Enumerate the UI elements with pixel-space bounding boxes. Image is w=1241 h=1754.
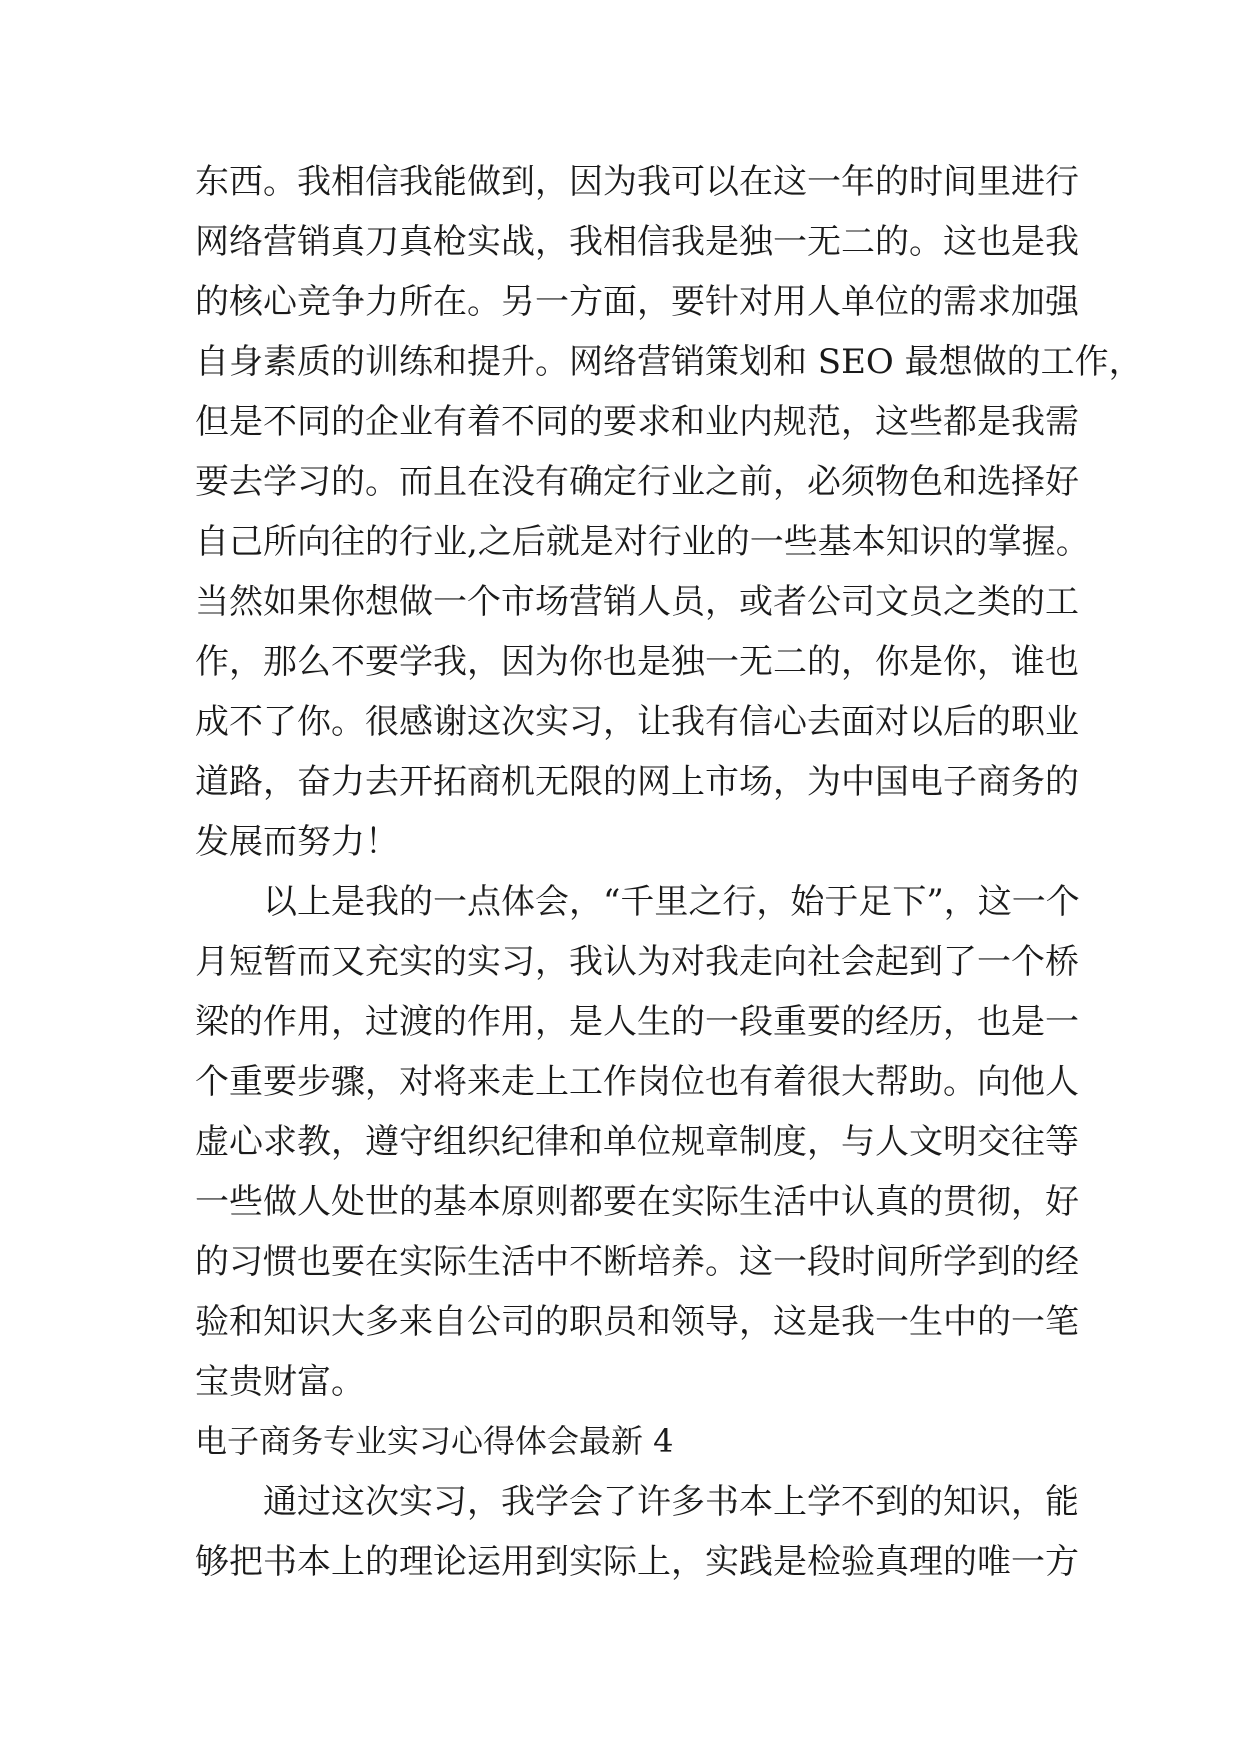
text-line: 自己所向往的行业,之后就是对行业的一些基本知识的掌握。 xyxy=(195,522,1090,562)
text-line: 月短暂而又充实的实习，我认为对我走向社会起到了一个桥 xyxy=(195,942,1079,982)
text-line: 以上是我的一点体会，“千里之行，始于足下”，这一个 xyxy=(263,882,1080,922)
text-line: 个重要步骤，对将来走上工作岗位也有着很大帮助。向他人 xyxy=(195,1062,1079,1102)
text-line: 但是不同的企业有着不同的要求和业内规范，这些都是我需 xyxy=(195,402,1079,442)
text-line: 够把书本上的理论运用到实际上，实践是检验真理的唯一方 xyxy=(195,1542,1079,1582)
text-line: 验和知识大多来自公司的职员和领导，这是我一生中的一笔 xyxy=(195,1302,1079,1342)
text-line: 梁的作用，过渡的作用，是人生的一段重要的经历，也是一 xyxy=(195,1002,1079,1042)
text-line: 东西。我相信我能做到，因为我可以在这一年的时间里进行 xyxy=(195,162,1079,202)
text-line: 虚心求教，遵守组织纪律和单位规章制度，与人文明交往等 xyxy=(195,1122,1079,1162)
text-line: 的核心竞争力所在。另一方面，要针对用人单位的需求加强 xyxy=(195,282,1079,322)
text-line: 一些做人处世的基本原则都要在实际生活中认真的贯彻，好 xyxy=(195,1182,1079,1222)
text-line: 自身素质的训练和提升。网络营销策划和 SEO 最想做的工作， xyxy=(195,342,1143,382)
text-line: 道路，奋力去开拓商机无限的网上市场，为中国电子商务的 xyxy=(195,762,1079,802)
text-line: 要去学习的。而且在没有确定行业之前，必须物色和选择好 xyxy=(195,462,1079,502)
text-line: 发展而努力！ xyxy=(195,822,399,862)
text-line: 宝贵财富。 xyxy=(195,1362,365,1402)
text-line: 成不了你。很感谢这次实习，让我有信心去面对以后的职业 xyxy=(195,702,1079,742)
text-line: 网络营销真刀真枪实战，我相信我是独一无二的。这也是我 xyxy=(195,222,1079,262)
text-line: 当然如果你想做一个市场营销人员，或者公司文员之类的工 xyxy=(195,582,1079,622)
text-line: 的习惯也要在实际生活中不断培养。这一段时间所学到的经 xyxy=(195,1242,1079,1282)
text-line: 通过这次实习，我学会了许多书本上学不到的知识，能 xyxy=(263,1482,1079,1522)
text-line: 作，那么不要学我，因为你也是独一无二的，你是你，谁也 xyxy=(195,642,1079,682)
section-heading: 电子商务专业实习心得体会最新 4 xyxy=(195,1422,674,1460)
